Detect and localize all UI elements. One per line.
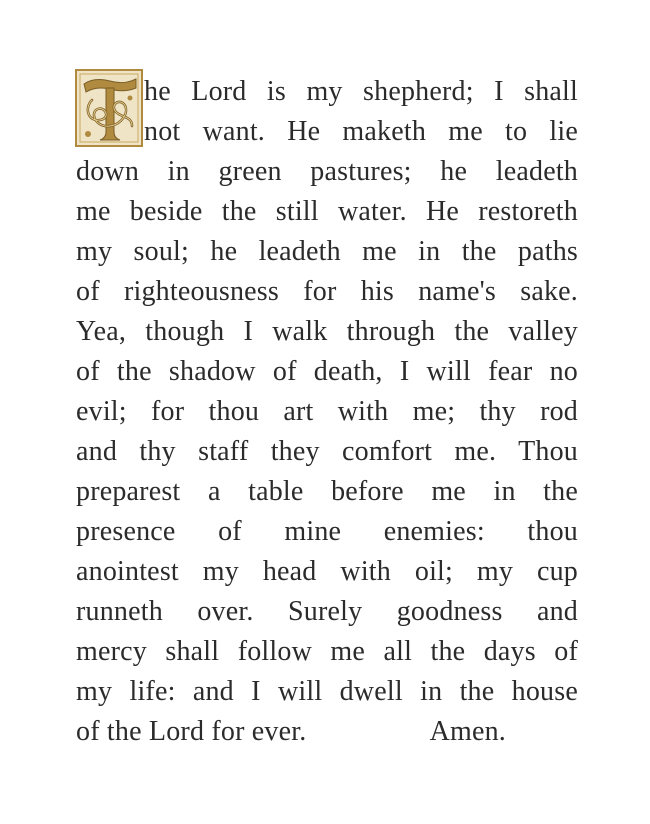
text-line: presence of mine enemies: thou (76, 516, 578, 547)
illuminated-letter-icon (74, 68, 144, 148)
text-line: Yea, though I walk through the valley (76, 316, 578, 347)
text-line: of the shadow of death, I will fear no (76, 356, 578, 387)
final-line-text: of the Lord for ever. (76, 716, 307, 747)
text-line: of righteousness for his name's sake. (76, 276, 578, 307)
text-line: mercy shall follow me all the days of (76, 636, 578, 667)
text-line: he Lord is my shepherd; I shall (144, 76, 578, 107)
text-line: my soul; he leadeth me in the paths (76, 236, 578, 267)
text-line: runneth over. Surely goodness and (76, 596, 578, 627)
text-line: down in green pastures; he leadeth (76, 156, 578, 187)
text-line: me beside the still water. He restoreth (76, 196, 578, 227)
text-line: preparest a table before me in the (76, 476, 578, 507)
text-line: not want. He maketh me to lie (144, 116, 578, 147)
text-line: anointest my head with oil; my cup (76, 556, 578, 587)
text-line: evil; for thou art with me; thy rod (76, 396, 578, 427)
closing-amen: Amen. (429, 716, 506, 747)
text-line: my life: and I will dwell in the house (76, 676, 578, 707)
text-line: and thy staff they comfort me. Thou (76, 436, 578, 467)
text-line-last (76, 712, 578, 752)
drop-cap-initial (74, 68, 144, 148)
